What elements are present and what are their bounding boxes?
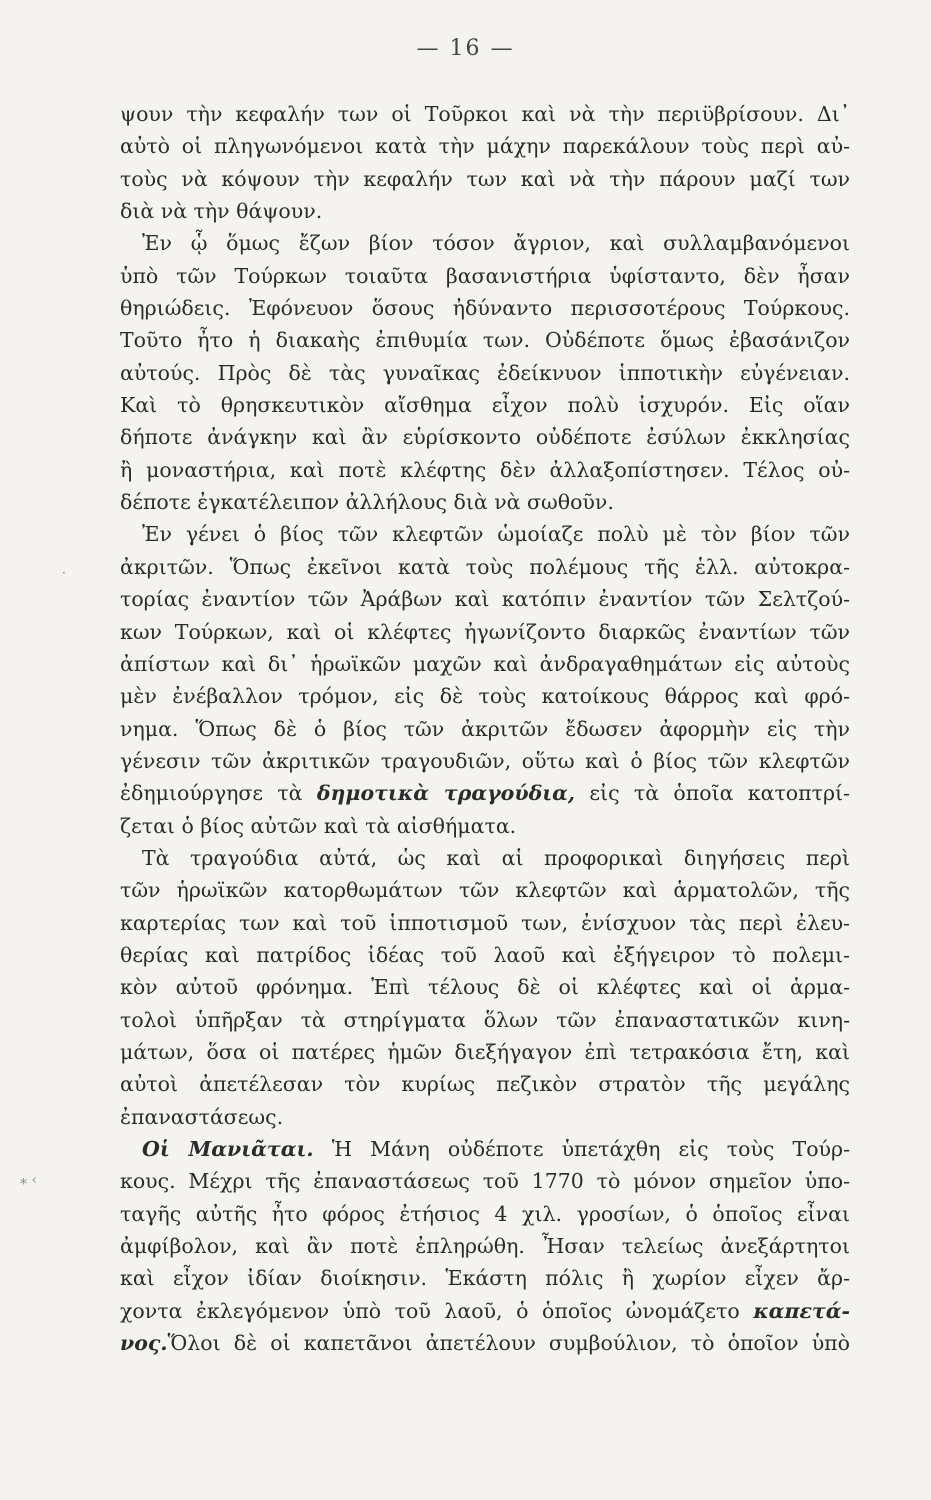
- text-line: τολοὶ ὑπῆρξαν τὰ στηρίγματα ὅλων τῶν ἐπαναστατικῶν κινη-: [120, 1007, 850, 1032]
- text-line: καρτερίας των καὶ τοῦ ἱπποτισμοῦ των, ἐνίσχυον τὰς περὶ ἐλευ-: [120, 910, 850, 935]
- text-line: ἀμφίβολον, καὶ ἂν ποτὲ ἐπληρώθη. Ἦσαν τελείως ἀνεξάρτητοι: [120, 1234, 850, 1259]
- body-text: [120, 98, 850, 1359]
- text-line: διὰ νὰ τὴν θάψουν.: [120, 199, 323, 224]
- text-line: ἀκριτῶν. Ὅπως ἐκεῖνοι κατὰ τοὺς πολέμους τῆς ἑλλ. αὐτοκρα-: [120, 554, 850, 579]
- emphasized-text: νος.: [120, 1331, 168, 1356]
- margin-mark: ⁎ ‹: [20, 1172, 38, 1188]
- text-line: ὑπὸ τῶν Τούρκων τοιαῦτα βασανιστήρια ὑφίσταντο, δὲν ἦσαν: [120, 263, 850, 288]
- text-line: νημα. Ὅπως δὲ ὁ βίος τῶν ἀκριτῶν ἔδωσεν ἀφορμὴν εἰς τὴν: [120, 716, 850, 741]
- text-line: μὲν ἐνέβαλλον τρόμον, εἰς δὲ τοὺς κατοίκους θάρρος καὶ φρό-: [120, 684, 850, 709]
- text-line: Τὰ τραγούδια αὐτά, ὡς καὶ αἱ προφορικαὶ διηγήσεις περὶ: [142, 845, 850, 870]
- text-line: Τοῦτο ἦτο ἡ διακαὴς ἐπιθυμία των. Οὐδέποτε ὅμως ἐβασάνιζον: [120, 328, 850, 353]
- text-line: [120, 777, 850, 809]
- emphasized-text: καπετά-: [753, 1298, 850, 1323]
- text-line: τορίας ἐναντίον τῶν Ἀράβων καὶ κατόπιν ἐναντίον τῶν Σελτζού-: [120, 587, 850, 612]
- text-line: [120, 1133, 850, 1165]
- text-span: εἰς τὰ ὁποῖα κατοπτρί-: [575, 781, 850, 806]
- text-line: τοὺς νὰ κόψουν τὴν κεφαλήν των καὶ νὰ τὴν πάρουν μαζί των: [120, 166, 850, 191]
- text-line: δήποτε ἀνάγκην καὶ ἂν εὑρίσκοντο οὐδέποτε ἐσύλων ἐκκλησίας: [120, 425, 850, 450]
- text-line: γένεσιν τῶν ἀκριτικῶν τραγουδιῶν, οὕτω καὶ ὁ βίος τῶν κλεφτῶν: [120, 748, 850, 773]
- text-line: ἐπαναστάσεως.: [120, 1104, 284, 1129]
- text-line: ζεται ὁ βίος αὐτῶν καὶ τὰ αἰσθήματα.: [120, 813, 517, 838]
- text-line: Καὶ τὸ θρησκευτικὸν αἴσθημα εἶχον πολὺ ἰσχυρόν. Εἰς οἵαν: [120, 393, 850, 418]
- text-line: κων Τούρκων, καὶ οἱ κλέφτες ἠγωνίζοντο διαρκῶς ἐναντίων τῶν: [120, 619, 850, 644]
- text-line: τῶν ἡρωϊκῶν κατορθωμάτων τῶν κλεφτῶν καὶ ἁρματολῶν, τῆς: [120, 878, 850, 903]
- text-line: Ἐν ᾧ ὅμως ἔζων βίον τόσον ἄγριον, καὶ συλλαμβανόμενοι: [142, 231, 850, 256]
- text-line: [120, 1295, 850, 1327]
- text-line: αὐτὸ οἱ πληγωνόμενοι κατὰ τὴν μάχην παρεκάλουν τοὺς περὶ αὐ-: [120, 134, 850, 159]
- margin-dot: ·: [62, 566, 66, 580]
- text-line: ταγῆς αὐτῆς ἦτο φόρος ἐτήσιος 4 χιλ. γροσίων, ὁ ὁποῖος εἶναι: [120, 1201, 850, 1226]
- text-line: θηριώδεις. Ἐφόνευον ὅσους ἠδύναντο περισσοτέρους Τούρκους.: [120, 296, 850, 321]
- text-line: θερίας καὶ πατρίδος ἰδέας τοῦ λαοῦ καὶ ἐξήγειρον τὸ πολεμι-: [120, 942, 850, 967]
- text-line: καὶ εἶχον ἰδίαν διοίκησιν. Ἑκάστη πόλις ἢ χωρίον εἶχεν ἄρ-: [120, 1266, 850, 1291]
- text-line: Ἐν γένει ὁ βίος τῶν κλεφτῶν ὡμοίαζε πολὺ μὲ τὸν βίον τῶν: [142, 522, 850, 547]
- text-line: αὐτούς. Πρὸς δὲ τὰς γυναῖκας ἐδείκνυον ἱπποτικὴν εὐγένειαν.: [120, 360, 850, 385]
- text-line: κὸν αὐτοῦ φρόνημα. Ἐπὶ τέλους δὲ οἱ κλέφτες καὶ οἱ ἁρμα-: [120, 975, 850, 1000]
- text-span: χοντα ἐκλεγόμενον ὑπὸ τοῦ λαοῦ, ὁ ὁποῖος ὠνομάζετο: [120, 1298, 754, 1323]
- text-line: [120, 1327, 850, 1359]
- text-span: Ὅλοι δὲ οἱ καπετᾶνοι ἀπετέλουν συμβούλιον, τὸ ὁποῖον ὑπὸ: [167, 1331, 850, 1356]
- text-line: ψουν τὴν κεφαλήν των οἱ Τοῦρκοι καὶ νὰ τὴν περιϋβρίσουν. Δι᾽: [120, 102, 850, 126]
- text-line: ἀπίστων καὶ δι᾽ ἡρωϊκῶν μαχῶν καὶ ἀνδραγαθημάτων εἰς αὐτοὺς: [120, 651, 850, 676]
- section-heading: Οἱ Μανιᾶται.: [142, 1137, 314, 1161]
- text-line: αὐτοὶ ἀπετέλεσαν τὸν κυρίως πεζικὸν στρατὸν τῆς μεγάλης: [120, 1072, 850, 1097]
- text-span: Ἡ Μάνη οὐδέποτε ὑπετάχθη εἰς τοὺς Τούρ-: [313, 1137, 850, 1161]
- text-span: ἐδημιούργησε τὰ: [120, 781, 317, 806]
- emphasized-text: δημοτικὰ τραγούδια,: [316, 781, 576, 806]
- page-number: — 16 —: [416, 36, 515, 61]
- text-line: μάτων, ὅσα οἱ πατέρες ἡμῶν διεξήγαγον ἐπὶ τετρακόσια ἔτη, καὶ: [120, 1039, 850, 1064]
- text-line: δέποτε ἐγκατέλειπον ἀλλήλους διὰ νὰ σωθοῦν.: [120, 490, 614, 515]
- text-line: ἢ μοναστήρια, καὶ ποτὲ κλέφτης δὲν ἀλλαξοπίστησεν. Τέλος οὐ-: [120, 457, 850, 482]
- text-line: κους. Μέχρι τῆς ἐπαναστάσεως τοῦ 1770 τὸ μόνον σημεῖον ὑπο-: [120, 1169, 850, 1194]
